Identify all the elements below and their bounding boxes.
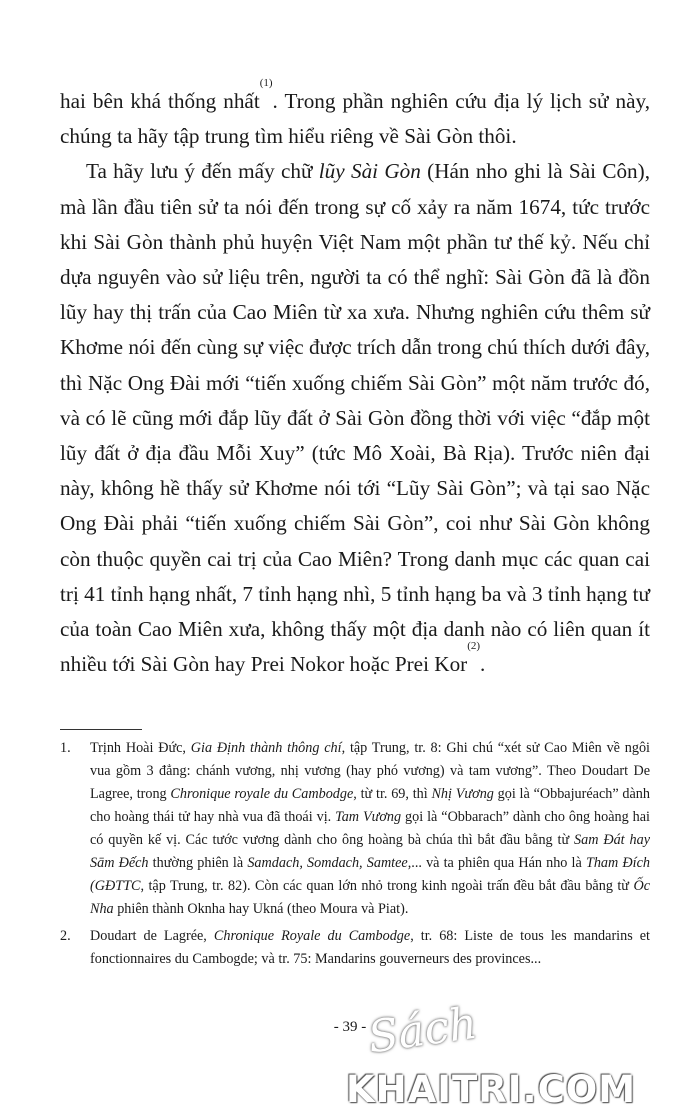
italic-term: Tam Vương — [335, 809, 402, 825]
text-run: gọi là “Obbarach” dành cho ông hoàng hai có quyền kế vị. Các tước vương dành cho ông hoàng bà chúa thì bắt đầu bằng từ — [90, 809, 650, 848]
italic-term: Tham Đích (GĐTTC — [90, 855, 651, 894]
paragraph-1 — [60, 77, 650, 154]
footnote-text — [90, 925, 650, 971]
paragraph-2 — [60, 154, 650, 682]
text-run: , từ tr. 69, thì — [353, 786, 432, 802]
text-run: thường phiên là — [148, 855, 248, 871]
italic-title: Chronique royale du Cambodge — [170, 786, 354, 802]
italic-title: Gia Định thành thông chí — [190, 740, 342, 756]
text-run: Ta hãy lưu ý đến mấy chữ — [86, 159, 319, 184]
footnote-2 — [60, 925, 650, 971]
text-run: hai bên khá thống nhất — [60, 89, 260, 113]
italic-title: Chronique Royale du Cambodge — [213, 928, 411, 944]
footnotes — [60, 737, 650, 975]
text-run: . — [480, 652, 486, 677]
footnote-ref-2[interactable]: (2) — [467, 640, 481, 653]
italic-term: Sam Đát hay Sām Đếch — [90, 832, 650, 871]
footnote-number: 1. — [60, 740, 71, 756]
text-run: , tập Trung, tr. 82). Còn các quan lớn nhỏ trong kinh ngoài trấn đều bắt đầu bằng từ — [140, 878, 634, 894]
footnote-text — [90, 737, 650, 921]
main-text — [60, 77, 650, 682]
text-run: , tr. 68: Liste de tous les mandarins et fonctionnaires du Cambogde; và tr. 75: Mandarins gouverneurs des provinces... — [90, 928, 650, 967]
text-run: , tập Trung, tr. 8: Ghi chú “xét sử Cao Miên về ngôi vua gồm 3 đẳng: chánh vương, nhị vương (hay phó vương) và tam vương”. Theo Doudart De Lagree, trong — [90, 740, 650, 802]
text-run: ,... và ta phiên qua Hán nho là — [407, 855, 586, 871]
footnote-divider — [60, 729, 142, 730]
text-run: . Trong phần nghiên cứu địa lý lịch sử này, chúng ta hãy tập trung tìm hiểu riêng về Sài Gòn thôi. — [60, 89, 650, 149]
watermark-logo: KHAITRI.COM — [346, 1068, 637, 1111]
footnote-number: 2. — [60, 928, 71, 944]
text-run: Doudart de Lagrée, — [90, 928, 214, 944]
italic-term: lũy Sài Gòn — [318, 159, 421, 184]
text-run: (Hán nho ghi là Sài Côn), mà lần đầu tiên sử ta nói đến trong sự cố xảy ra năm 1674, tức trước khi Sài Gòn thành phủ huyện Việt Nam một phần tư thế kỷ. Nếu chỉ dựa nguyên vào sử liệu trên, người ta có thể nghĩ: Sài Gòn đã là đồn lũy hay thị trấn của Cao Miên từ xa xưa. Nhưng nghiên cứu thêm sử Khơme nói đến cùng sự việc được trích dẫn trong chú thích dưới đây, thì Nặc Ong Đài mới “tiến xuống chiếm Sài Gòn” một năm trước đó, và có lẽ cũng mới đắp lũy đất ở Sài Gòn đồng thời với việc “đắp một lũy đất ở địa đầu Mỗi Xuy” (tức Mô Xoài, Bà Rịa). Trước niên đại này, không hề thấy sử Khơme nói tới “Lũy Sài Gòn”; và tại sao Nặc Ong Đài phải “tiến xuống chiếm Sài Gòn”, coi như Sài Gòn không còn thuộc quyền cai trị của Cao Miên? Trong danh mục các quan cai trị 41 tỉnh hạng nhất, 7 tỉnh hạng nhì, 5 tỉnh hạng ba và 3 tỉnh hạng tư của toàn Cao Miên xưa, không thấy một địa danh nào có liên quan ít nhiều tới Sài Gòn hay Prei Nokor hoặc Prei Kor — [60, 159, 650, 677]
watermark-script: Sách — [364, 997, 481, 1064]
text-run: gọi là “Obbajuréach” dành cho hoàng thái tử hay nhà vua đã thoái vị. — [90, 786, 650, 825]
text-run: Trịnh Hoài Đức, — [90, 740, 191, 756]
page-number: - 39 - — [333, 1019, 367, 1035]
italic-term: Samdach, Somdach, Samtee — [247, 855, 408, 871]
italic-term: Ốc Nha — [90, 878, 650, 917]
footnote-1 — [60, 737, 650, 921]
text-run: phiên thành Oknha hay Ukná (theo Moura và Piat). — [113, 901, 409, 917]
italic-term: Nhị Vương — [431, 786, 494, 802]
footnote-ref-1[interactable]: (1) — [259, 77, 273, 89]
